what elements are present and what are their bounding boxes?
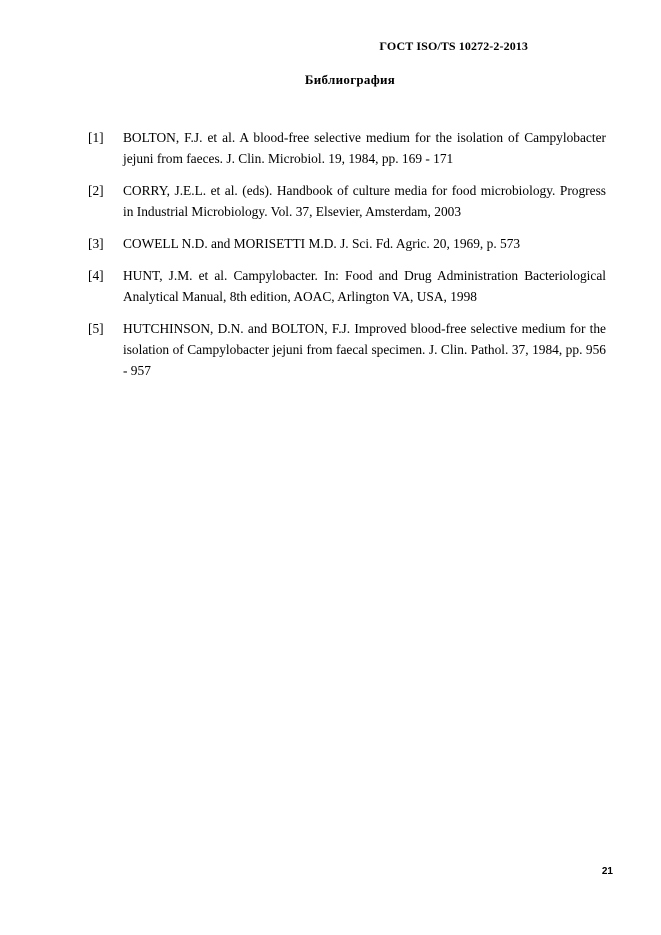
entry-number: [4] xyxy=(88,268,104,283)
entry-number: [5] xyxy=(88,321,104,336)
entry-text: COWELL N.D. and MORISETTI M.D. J. Sci. Fd. Agric. 20, 1969, p. 573 xyxy=(123,236,521,251)
entry-text: HUTCHINSON, D.N. and BOLTON, F.J. Improved blood-free selective medium for the isolation of Campylobacter jejuni from faecal specimen. J. Clin. Pathol. 37, 1984, pp. 956 - 957 xyxy=(123,321,606,378)
entry-text: BOLTON, F.J. et al. A blood-free selective medium for the isolation of Campylobacter jejuni from faeces. J. Clin. Microbiol. 19, 1984, pp. 169 - 171 xyxy=(123,130,606,166)
bibliography-entry xyxy=(88,318,606,381)
entry-text: HUNT, J.M. et al. Campylobacter. In: Food and Drug Administration Bacteriological Analytical Manual, 8th edition, AOAC, Arlington VA, USA, 1998 xyxy=(123,268,606,304)
bibliography-entry xyxy=(88,127,606,169)
bibliography-entry xyxy=(88,265,606,307)
entry-number: [3] xyxy=(88,236,104,251)
page-title: Библиография xyxy=(304,72,396,87)
bibliography-entry xyxy=(88,233,606,254)
page-number: 21 xyxy=(601,866,613,877)
bibliography-entry xyxy=(88,180,606,222)
entry-number: [1] xyxy=(88,130,104,145)
entry-number: [2] xyxy=(88,183,104,198)
bibliography-list xyxy=(88,127,606,392)
entry-text: CORRY, J.E.L. et al. (eds). Handbook of culture media for food microbiology. Progress in Industrial Microbiology. Vol. 37, Elsevier, Amsterdam, 2003 xyxy=(123,183,606,219)
document-code-header: ГОСТ ISO/TS 10272-2-2013 xyxy=(379,39,528,53)
